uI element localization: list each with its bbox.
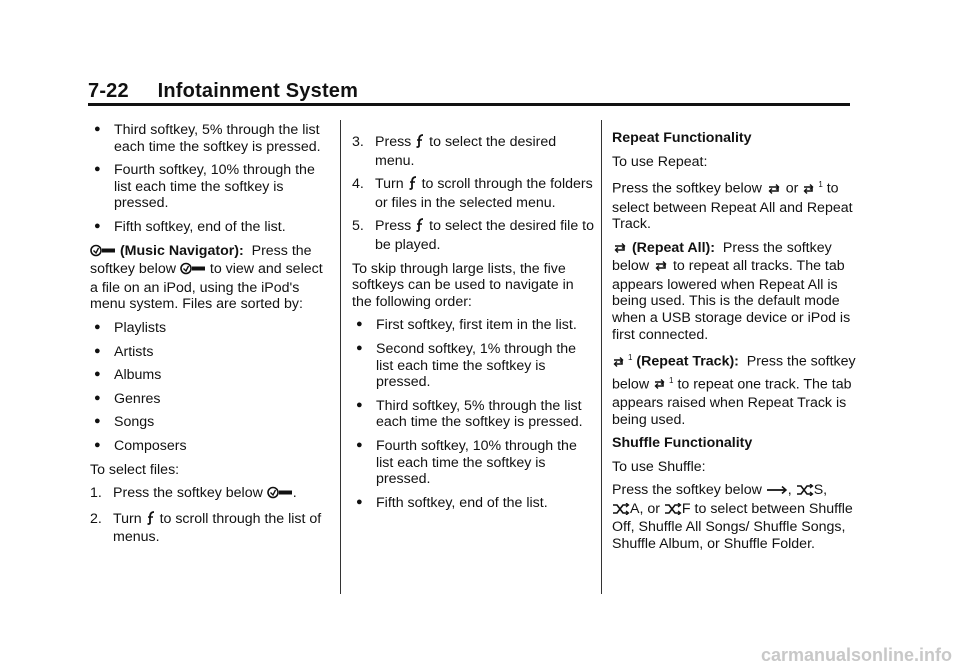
repeat-track-sup: 1: [818, 180, 823, 190]
bullet-icon: ●: [356, 341, 363, 354]
shuffle-heading: Shuffle Functionality: [612, 435, 753, 452]
shuffle-songs-icon: [796, 484, 814, 501]
repeat-all-icon: [612, 242, 628, 259]
shuffle-off-icon: [766, 484, 788, 501]
to-use-repeat: To use Repeat:: [612, 153, 708, 170]
bullet-icon: ●: [94, 123, 101, 135]
repeat-paragraph: Press the softkey below or $^1$ to select between Repeat All and Repeat Track.: [612, 180, 853, 233]
list-item: ● Artists: [94, 343, 154, 360]
column-2: [352, 134, 596, 518]
column-3: [612, 130, 856, 560]
shuffle-folder-icon: [664, 503, 682, 520]
repeat-track-icon: [802, 183, 818, 200]
shuffle-paragraph: Press the softkey below , S, A, or F to select between Shuffle Off, Shuffle All Songs/ Shuffle Songs, Shuffle Album, or Shuffle Folder.: [612, 482, 853, 553]
list-item: ● Playlists: [94, 319, 167, 336]
bullet-icon: ●: [94, 391, 101, 404]
bullet-icon: ●: [94, 163, 101, 176]
music-navigator-icon: [180, 262, 206, 280]
bullet-icon: ●: [356, 318, 363, 331]
bullet-icon: ●: [94, 219, 101, 232]
skip-paragraph: To skip through large lists, the five softkeys can be used to navigate in the following order:: [352, 260, 574, 310]
repeat-all-icon: [653, 260, 669, 277]
bullet-icon: ●: [94, 344, 101, 357]
tune-knob-icon: [146, 511, 156, 530]
to-select-text: To select files:: [90, 461, 180, 478]
list-item: ● Fifth softkey, end of the list.: [94, 218, 286, 235]
bullet-icon: ●: [94, 438, 101, 451]
header-rule: [88, 103, 850, 106]
step-4: 4. Turn to scroll through the folders or files in the selected menu.: [352, 176, 593, 211]
repeat-track-sup: 1: [628, 353, 633, 363]
bullet-icon: ●: [94, 368, 101, 381]
music-navigator-icon: [90, 244, 116, 262]
bullet-icon: ●: [94, 415, 101, 428]
repeat-heading: Repeat Functionality: [612, 130, 752, 146]
music-navigator-icon: [267, 486, 293, 504]
repeat-all-paragraph: (Repeat All): Press the softkey below to repeat all tracks. The tab appears lowered when Repeat All is being used. This is the default mode when a USB storage device or iPod is first connected.: [612, 239, 851, 343]
shuffle-album-icon: [612, 503, 630, 520]
column-1: [90, 122, 330, 553]
list-item: ● Third softkey, 5% through the list each time the softkey is pressed.: [356, 397, 583, 431]
page-header: [88, 80, 848, 103]
column-divider-2: [601, 120, 602, 594]
list-item: ● Genres: [94, 390, 161, 407]
repeat-track-paragraph: $^1$ (Repeat Track): Press the softkey below $^1$ to repeat one track. The tab appears raised when Repeat Track is being used.: [612, 353, 856, 428]
bullet-icon: ●: [356, 398, 363, 411]
music-navigator-paragraph: (Music Navigator): Press the softkey below to view and select a file on an iPod, using the iPod's menu system. Files are sorted by:: [90, 242, 323, 313]
tune-knob-icon: [408, 176, 418, 195]
step-3: 3. Press to select the desired menu.: [352, 134, 557, 169]
step-1: 1. Press the softkey below .: [90, 485, 330, 504]
tune-knob-icon: [415, 218, 425, 237]
list-item: ● Third softkey, 5% through the list each time the softkey is pressed.: [94, 122, 321, 155]
list-item: ● First softkey, first item in the list.: [356, 317, 577, 334]
bullet-icon: ●: [356, 438, 363, 451]
repeat-track-sup: 1: [669, 375, 674, 385]
bullet-icon: ●: [356, 495, 363, 508]
bullet-icon: ●: [94, 320, 101, 333]
page-title: 7-22 Infotainment System: [88, 80, 359, 102]
list-item: ● Fourth softkey, 10% through the list each time the softkey is pressed.: [356, 437, 577, 488]
list-item: ● Composers: [94, 437, 187, 454]
tune-knob-icon: [415, 134, 425, 153]
repeat-track-icon: [653, 378, 669, 395]
list-item: ● Second softkey, 1% through the list each time the softkey is pressed.: [356, 340, 577, 391]
step-2: 2. Turn to scroll through the list of menus.: [90, 510, 322, 546]
column-divider-1: [340, 120, 341, 594]
list-item: ● Albums: [94, 367, 162, 384]
repeat-all-icon: [766, 183, 782, 200]
to-use-shuffle: To use Shuffle:: [612, 458, 706, 475]
step-5: 5. Press to select the desired file to be played.: [352, 218, 594, 253]
watermark: carmanualsonline.info: [760, 645, 952, 665]
list-item: ● Songs: [94, 414, 155, 431]
list-item: ● Fifth softkey, end of the list.: [356, 494, 548, 511]
list-item: ● Fourth softkey, 10% through the list each time the softkey is pressed.: [94, 162, 315, 212]
repeat-track-icon: [612, 356, 628, 373]
